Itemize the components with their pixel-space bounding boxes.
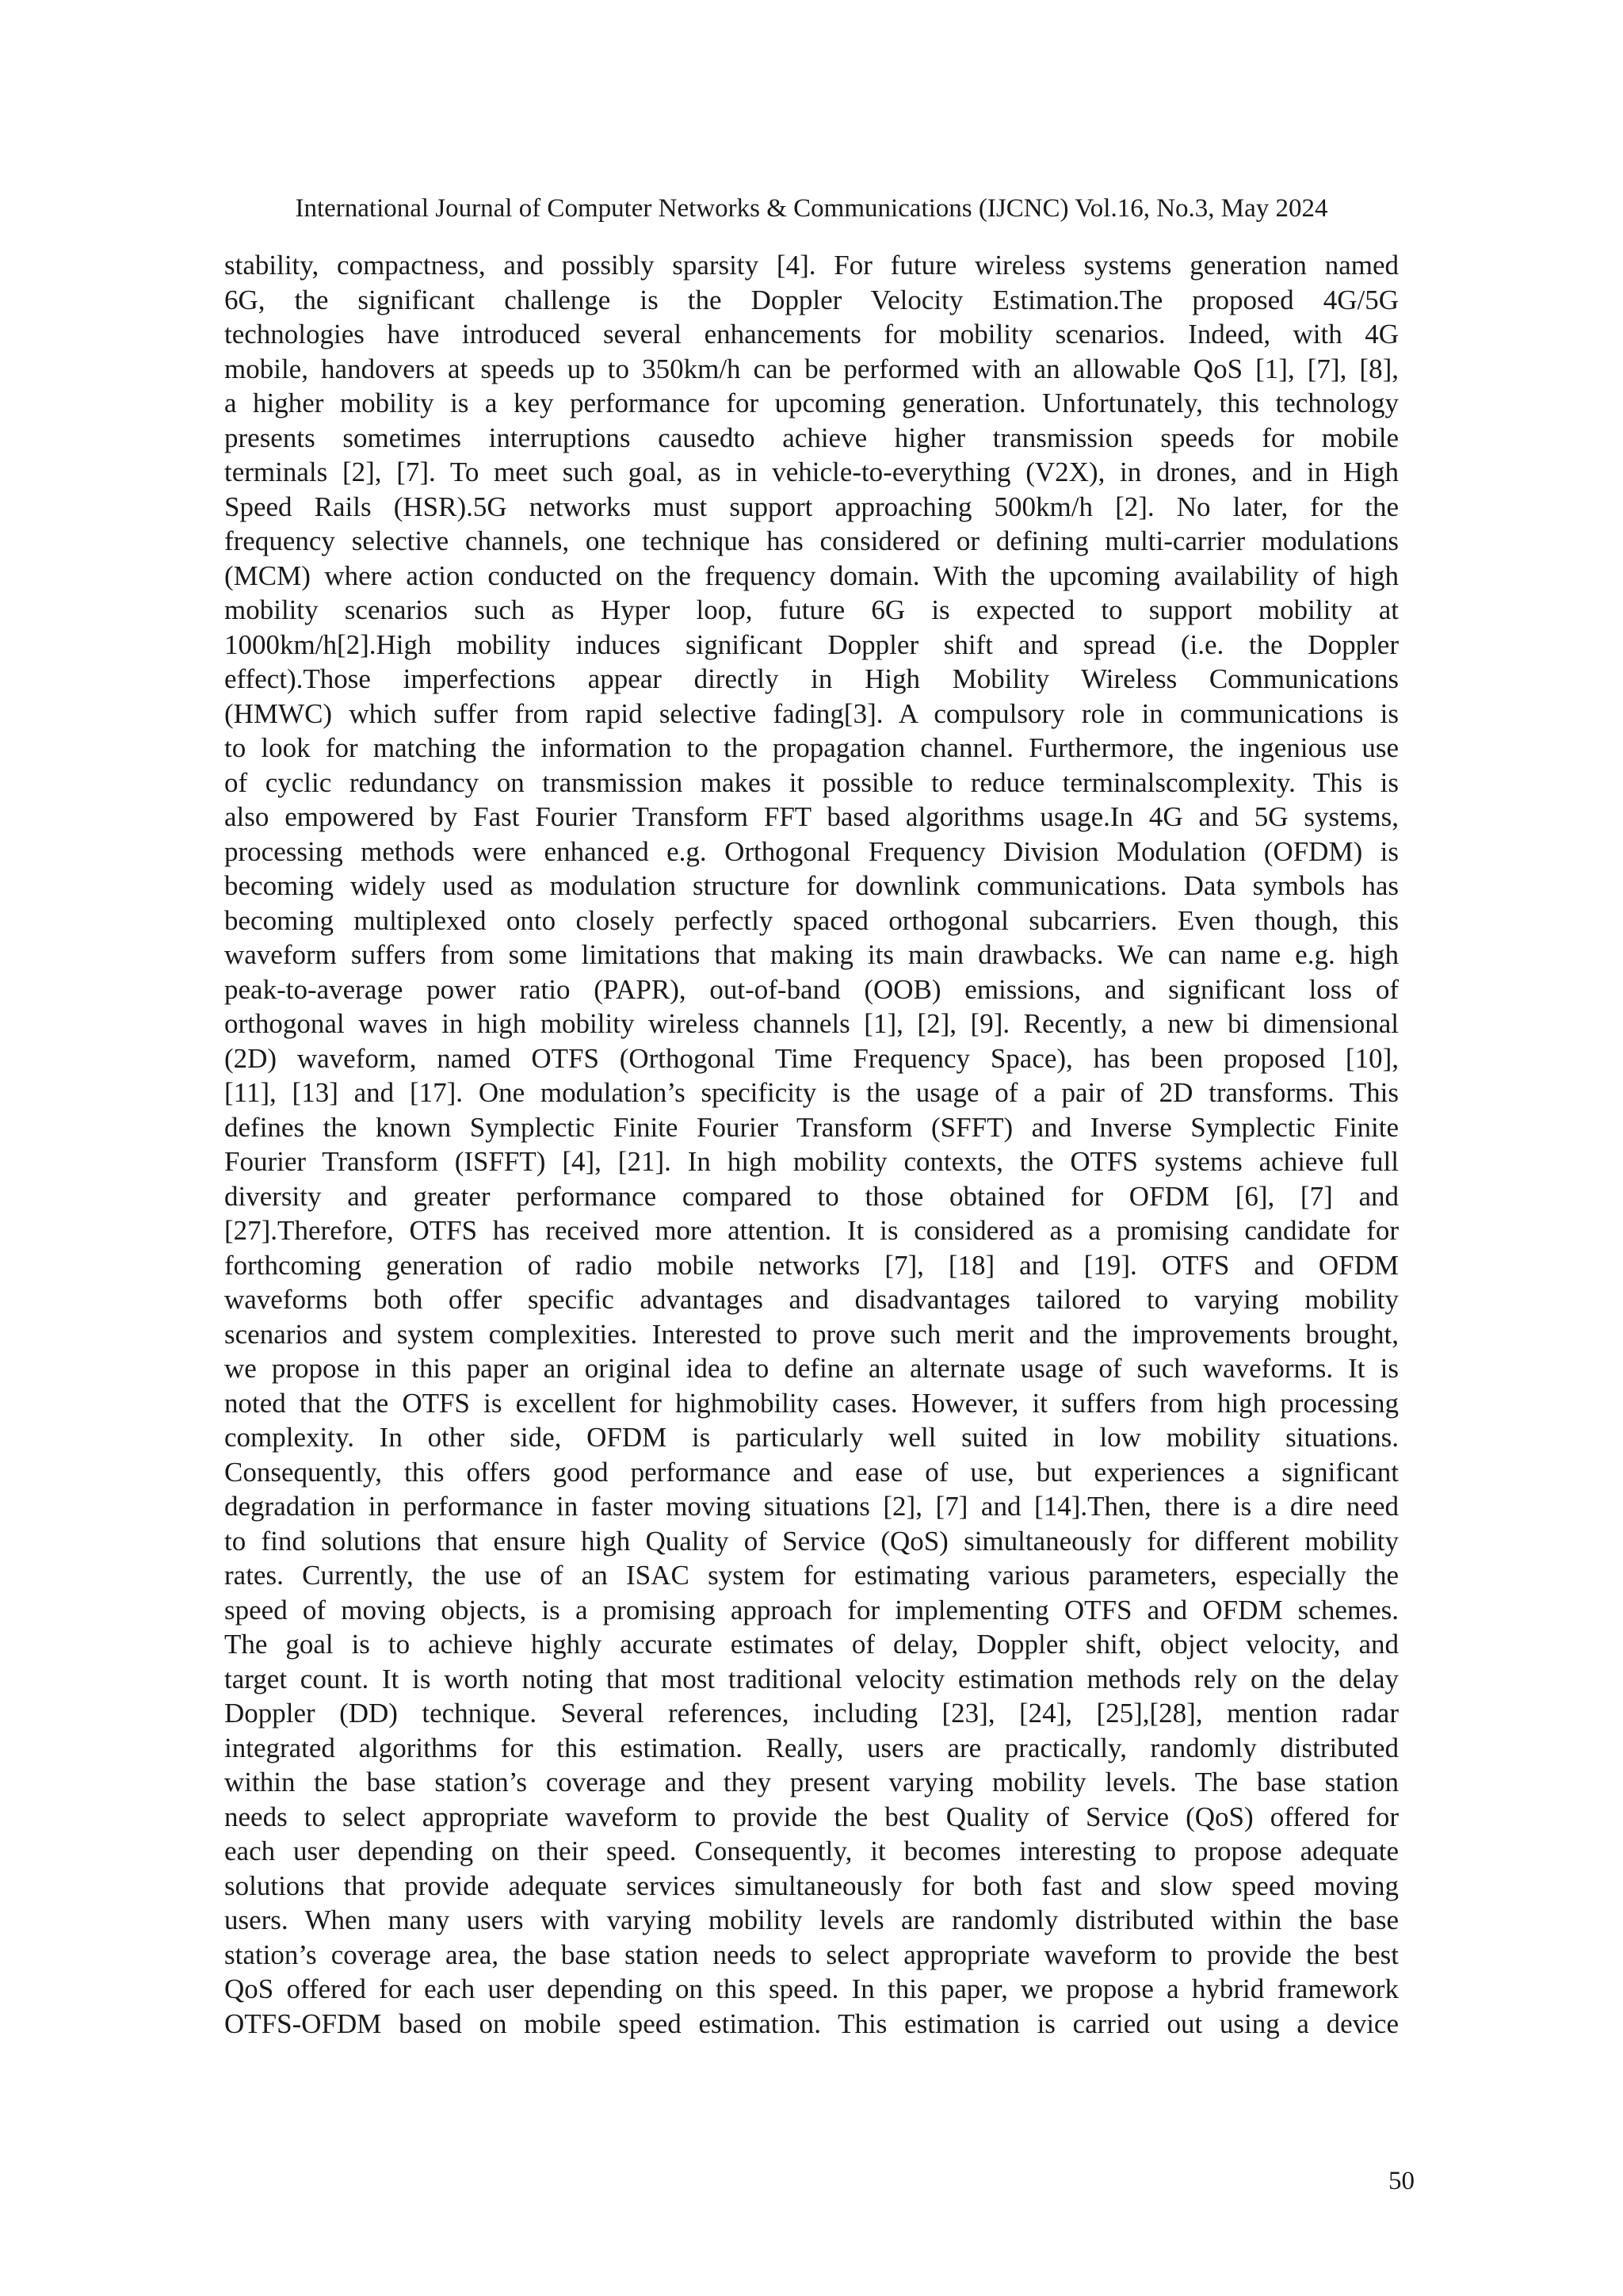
- text-line: processing methods were enhanced e.g. Orthogonal Frequency Division Modulation (OFDM) is: [224, 835, 1399, 867]
- text-line: a higher mobility is a key performance for upcoming generation. Unfortunately, this technology: [224, 388, 1399, 418]
- text-line: becoming widely used as modulation structure for downlink communications. Data symbols has: [224, 870, 1399, 901]
- text-line: within the base station’s coverage and they present varying mobility levels. The base station: [224, 1767, 1399, 1797]
- text-line: waveforms both offer specific advantages and disadvantages tailored to varying mobility: [224, 1284, 1399, 1315]
- text-line: complexity. In other side, OFDM is particularly well suited in low mobility situations.: [224, 1422, 1399, 1453]
- text-line: we propose in this paper an original idea to define an alternate usage of such waveforms. It is: [224, 1353, 1399, 1384]
- text-line: station’s coverage area, the base station needs to select appropriate waveform to provide the best: [224, 1939, 1399, 1970]
- text-line: degradation in performance in faster moving situations [2], [7] and [14].Then, there is a dire need: [224, 1491, 1399, 1522]
- text-line: also empowered by Fast Fourier Transform FFT based algorithms usage.In 4G and 5G systems,: [224, 801, 1399, 832]
- text-line: Speed Rails (HSR).5G networks must support approaching 500km/h [2]. No later, for the: [224, 491, 1399, 522]
- text-line: speed of moving objects, is a promising approach for implementing OTFS and OFDM schemes.: [224, 1594, 1399, 1626]
- text-line: The goal is to achieve highly accurate estimates of delay, Doppler shift, object velocity, and: [224, 1629, 1399, 1660]
- text-line: becoming multiplexed onto closely perfectly spaced orthogonal subcarriers. Even though, this: [224, 904, 1399, 936]
- text-line: to find solutions that ensure high Quality of Service (QoS) simultaneously for different mobility: [224, 1525, 1399, 1557]
- text-line: Fourier Transform (ISFFT) [4], [21]. In high mobility contexts, the OTFS systems achieve full: [224, 1146, 1399, 1177]
- text-line: terminals [2], [7]. To meet such goal, as in vehicle-to-everything (V2X), in drones, and in High: [224, 457, 1399, 487]
- text-line: waveform suffers from some limitations that making its main drawbacks. We can name e.g. high: [224, 939, 1399, 970]
- text-line: QoS offered for each user depending on this speed. In this paper, we propose a hybrid framework: [224, 1973, 1399, 2004]
- journal-running-header: International Journal of Computer Networks & Communications (IJCNC) Vol.16, No.3, May 2024: [295, 194, 1328, 223]
- text-line: each user depending on their speed. Consequently, it becomes interesting to propose adequate: [224, 1836, 1399, 1866]
- text-line: OTFS-OFDM based on mobile speed estimation. This estimation is carried out using a device: [224, 2008, 1399, 2039]
- page-number: 50: [1388, 2167, 1415, 2195]
- text-line: of cyclic redundancy on transmission makes it possible to reduce terminalscomplexity. This is: [224, 766, 1399, 798]
- text-line: (HMWC) which suffer from rapid selective fading[3]. A compulsory role in communications is: [224, 697, 1399, 729]
- text-line: target count. It is worth noting that most traditional velocity estimation methods rely on the delay: [224, 1663, 1399, 1694]
- text-line: users. When many users with varying mobility levels are randomly distributed within the base: [224, 1904, 1399, 1935]
- text-line: noted that the OTFS is excellent for highmobility cases. However, it suffers from high processing: [224, 1387, 1399, 1419]
- text-line: [11], [13] and [17]. One modulation’s specificity is the usage of a pair of 2D transforms. This: [224, 1077, 1399, 1108]
- text-line: needs to select appropriate waveform to provide the best Quality of Service (QoS) offered for: [224, 1801, 1399, 1832]
- text-line: defines the known Symplectic Finite Fourier Transform (SFFT) and Inverse Symplectic Finite: [224, 1111, 1399, 1143]
- body-paragraph: [224, 248, 1399, 2041]
- text-line: 1000km/h[2].High mobility induces significant Doppler shift and spread (i.e. the Doppler: [224, 628, 1399, 660]
- text-line: diversity and greater performance compared to those obtained for OFDM [6], [7] and: [224, 1180, 1399, 1212]
- text-line: mobility scenarios such as Hyper loop, future 6G is expected to support mobility at: [224, 594, 1399, 625]
- text-line: forthcoming generation of radio mobile networks [7], [18] and [19]. OTFS and OFDM: [224, 1249, 1399, 1281]
- text-line: mobile, handovers at speeds up to 350km/h can be performed with an allowable QoS [1], [7], [8],: [224, 353, 1399, 384]
- text-line: technologies have introduced several enhancements for mobility scenarios. Indeed, with 4G: [224, 319, 1399, 350]
- text-line: rates. Currently, the use of an ISAC system for estimating various parameters, especially the: [224, 1560, 1399, 1591]
- text-line: [27].Therefore, OTFS has received more attention. It is considered as a promising candidate for: [224, 1215, 1399, 1246]
- text-line: 6G, the significant challenge is the Doppler Velocity Estimation.The proposed 4G/5G: [224, 284, 1399, 315]
- text-line: to look for matching the information to the propagation channel. Furthermore, the ingenious use: [224, 732, 1399, 763]
- text-line: (MCM) where action conducted on the frequency domain. With the upcoming availability of high: [224, 560, 1399, 591]
- text-line: solutions that provide adequate services simultaneously for both fast and slow speed moving: [224, 1870, 1399, 1901]
- text-line: Consequently, this offers good performance and ease of use, but experiences a significant: [224, 1456, 1399, 1488]
- text-line: stability, compactness, and possibly sparsity [4]. For future wireless systems generation named: [224, 250, 1399, 281]
- text-line: Doppler (DD) technique. Several references, including [23], [24], [25],[28], mention radar: [224, 1698, 1399, 1729]
- text-line: peak-to-average power ratio (PAPR), out-of-band (OOB) emissions, and significant loss of: [224, 973, 1399, 1005]
- text-line: scenarios and system complexities. Interested to prove such merit and the improvements brought,: [224, 1318, 1399, 1350]
- text-line: presents sometimes interruptions causedto achieve higher transmission speeds for mobile: [224, 422, 1399, 453]
- text-line: integrated algorithms for this estimation. Really, users are practically, randomly distributed: [224, 1732, 1399, 1763]
- text-line: frequency selective channels, one technique has considered or defining multi-carrier modulations: [224, 525, 1399, 556]
- text-line: effect).Those imperfections appear directly in High Mobility Wireless Communications: [224, 663, 1399, 694]
- text-line: orthogonal waves in high mobility wireless channels [1], [2], [9]. Recently, a new bi dimensional: [224, 1008, 1399, 1039]
- text-line: (2D) waveform, named OTFS (Orthogonal Time Frequency Space), has been proposed [10],: [224, 1042, 1399, 1074]
